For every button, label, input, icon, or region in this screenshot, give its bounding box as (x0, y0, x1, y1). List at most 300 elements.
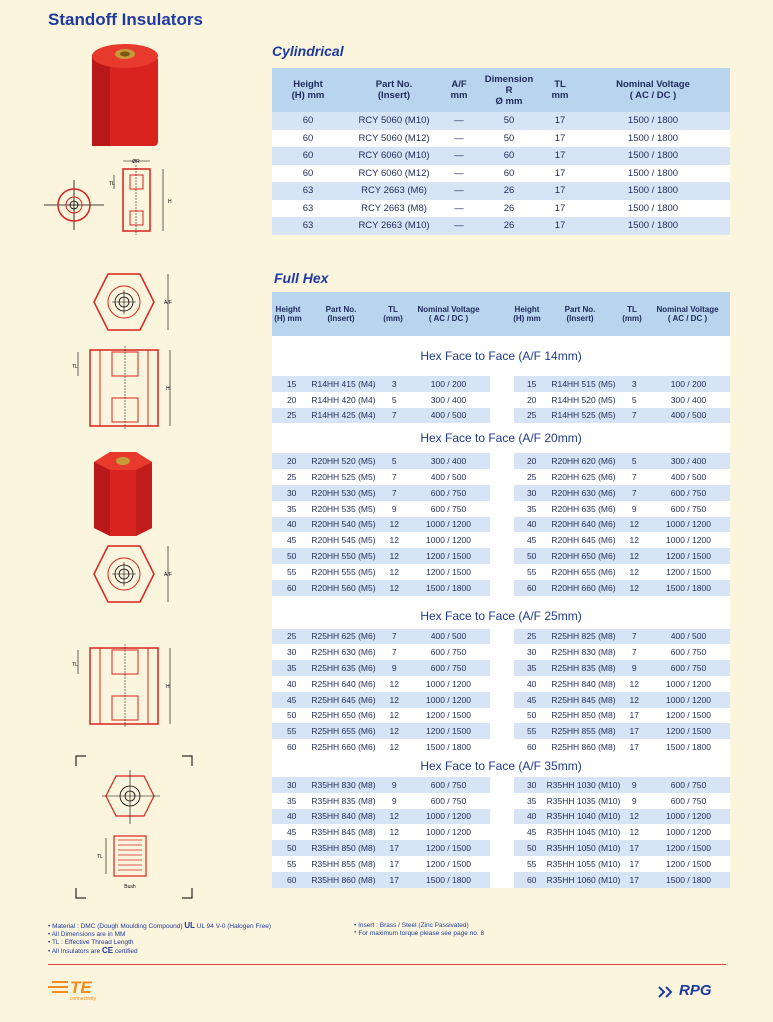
header-af: A/F mm (450, 79, 468, 101)
height-cell: 40 (526, 678, 537, 689)
height-cell: 63 (302, 185, 314, 197)
column-gap (490, 501, 514, 517)
tl-cell: 17 (629, 710, 639, 721)
header-part-no: Part No. (Insert) (325, 305, 357, 323)
part-no-cell: R25HH 645 (M6) (311, 694, 376, 705)
tl-cell: 3 (391, 378, 397, 389)
row-half (514, 548, 730, 564)
column-gap (490, 580, 514, 596)
part-no-cell: R25HH 855 (M8) (551, 726, 616, 737)
row-half (272, 453, 490, 469)
af-cell: — (454, 167, 464, 179)
voltage-cell: 1500 / 1800 (426, 742, 471, 753)
header-part-no: Part No. (Insert) (375, 79, 413, 101)
dim-tl-label: TL (72, 662, 78, 668)
column-gap (490, 793, 514, 809)
af-cell: — (454, 132, 464, 144)
voltage-cell: 1200 / 1500 (426, 710, 471, 721)
tl-cell: 7 (391, 647, 397, 658)
voltage-cell: 600 / 750 (430, 779, 467, 790)
column-gap (490, 485, 514, 501)
voltage-cell: 400 / 500 (670, 631, 707, 642)
column-gap (490, 676, 514, 692)
part-no-cell: R35HH 1050 (M10) (546, 843, 621, 854)
hex-side-view-drawing (70, 640, 180, 732)
height-cell: 30 (526, 647, 537, 658)
table-row (272, 793, 730, 809)
height-cell: 30 (286, 779, 297, 790)
part-no-cell: RCY 2663 (M6) (361, 185, 427, 197)
tl-cell: 17 (389, 858, 399, 869)
column-gap (490, 629, 514, 645)
height-cell: 50 (526, 710, 537, 721)
row-half (272, 469, 490, 485)
part-no-cell: R20HH 525 (M5) (311, 472, 376, 483)
footnotes-right (354, 922, 484, 938)
table-row (272, 485, 730, 501)
tl-cell: 7 (631, 631, 637, 642)
column-gap (490, 692, 514, 708)
tl-cell: 7 (391, 487, 397, 498)
voltage-cell: 1500 / 1800 (627, 132, 679, 144)
row-half (514, 723, 730, 739)
part-no-cell: RCY 5060 (M10) (358, 115, 430, 127)
tl-cell: 5 (391, 394, 397, 405)
tl-cell: 17 (554, 167, 566, 179)
height-cell: 45 (286, 535, 297, 546)
table-row (272, 708, 730, 724)
part-no-cell: R25HH 840 (M8) (551, 678, 616, 689)
hex-side-view-drawing (70, 342, 180, 434)
voltage-cell: 300 / 400 (430, 456, 467, 467)
part-no-cell: R35HH 1060 (M10) (546, 874, 621, 885)
ce-mark: CE (101, 946, 114, 955)
part-no-cell: R14HH 520 (M5) (551, 394, 616, 405)
table-row (272, 130, 730, 148)
part-no-cell: R20HH 625 (M6) (551, 472, 616, 483)
tl-cell: 12 (629, 582, 639, 593)
row-half (514, 793, 730, 809)
height-cell: 20 (286, 394, 297, 405)
part-no-cell: R35HH 845 (M8) (311, 827, 376, 838)
tl-cell: 9 (391, 795, 397, 806)
voltage-cell: 1500 / 1800 (627, 220, 679, 232)
height-cell: 25 (526, 410, 537, 421)
voltage-cell: 1000 / 1200 (426, 827, 471, 838)
row-half (272, 793, 490, 809)
tl-cell: 7 (631, 472, 637, 483)
part-no-cell: R20HH 550 (M5) (311, 551, 376, 562)
tl-cell: 9 (631, 663, 637, 674)
tl-cell: 3 (631, 378, 637, 389)
row-half (272, 501, 490, 517)
voltage-cell: 300 / 400 (670, 456, 707, 467)
column-gap (490, 408, 514, 424)
voltage-cell: 400 / 500 (430, 472, 467, 483)
table-header (272, 68, 730, 112)
dim-tl-label: TL (109, 181, 115, 187)
tl-cell: 12 (389, 726, 399, 737)
part-no-cell: R35HH 830 (M8) (311, 779, 376, 790)
voltage-cell: 1200 / 1500 (426, 858, 471, 869)
height-cell: 45 (526, 535, 537, 546)
voltage-cell: 400 / 500 (670, 472, 707, 483)
voltage-cell: 1500 / 1800 (666, 582, 711, 593)
tl-cell: 17 (554, 202, 566, 214)
tl-cell: 9 (391, 503, 397, 514)
voltage-cell: 1000 / 1200 (426, 535, 471, 546)
dimension-cell: 26 (503, 220, 515, 232)
part-no-cell: R20HH 545 (M5) (311, 535, 376, 546)
hex-top-view-drawing (88, 540, 178, 608)
insert-note: • Insert : Brass / Steel (Zinc Passivated) (354, 922, 469, 929)
tl-cell: 17 (554, 132, 566, 144)
dim-tl-label: TL (97, 854, 103, 860)
dimension-cell: 50 (503, 132, 515, 144)
af-cell: — (454, 220, 464, 232)
te-logo-subtext: connectivity (70, 996, 97, 1002)
part-no-cell: R25HH 635 (M6) (311, 663, 376, 674)
row-half (272, 392, 490, 408)
hex-top-view-drawing (88, 268, 178, 336)
af-cell: — (454, 185, 464, 197)
height-cell: 20 (286, 456, 297, 467)
table-row (272, 644, 730, 660)
row-half (514, 376, 730, 392)
tl-cell: 12 (629, 827, 639, 838)
part-no-cell: R25HH 845 (M8) (551, 694, 616, 705)
row-half (514, 708, 730, 724)
tl-cell: 5 (631, 456, 637, 467)
page-title: Standoff Insulators (48, 10, 203, 29)
height-cell: 25 (286, 631, 297, 642)
row-half (272, 376, 490, 392)
rpg-logo (657, 982, 727, 1002)
column-gap (490, 708, 514, 724)
table-row (272, 723, 730, 739)
row-half (272, 580, 490, 596)
row-half (272, 548, 490, 564)
row-half (514, 660, 730, 676)
height-cell: 60 (526, 874, 537, 885)
row-half (272, 644, 490, 660)
ul-note: UL 94 V-0 (Halogen Free) (196, 923, 271, 930)
cylindrical-side-view-drawing (108, 155, 183, 245)
header-voltage: Nominal Voltage ( AC / DC ) (417, 305, 480, 323)
height-cell: 35 (526, 663, 537, 674)
table-row (272, 532, 730, 548)
row-half (514, 676, 730, 692)
table-row (272, 676, 730, 692)
tl-cell: 7 (391, 410, 397, 421)
voltage-cell: 1000 / 1200 (426, 519, 471, 530)
row-half (272, 723, 490, 739)
te-logo-stripes-icon (48, 980, 70, 994)
column-gap (490, 777, 514, 793)
height-cell: 50 (286, 710, 297, 721)
voltage-cell: 1200 / 1500 (426, 566, 471, 577)
tl-cell: 12 (629, 678, 639, 689)
table-row (272, 809, 730, 825)
tl-cell: 12 (389, 694, 399, 705)
dim-h-label: H (166, 684, 170, 690)
table-row (272, 629, 730, 645)
height-cell: 63 (302, 220, 314, 232)
dimension-cell: 60 (503, 167, 515, 179)
row-half (272, 708, 490, 724)
voltage-cell: 400 / 500 (670, 410, 707, 421)
tl-cell: 7 (391, 631, 397, 642)
height-cell: 35 (526, 503, 537, 514)
table-row (272, 112, 730, 130)
header-half (272, 292, 501, 336)
voltage-cell: 1000 / 1200 (666, 519, 711, 530)
voltage-cell: 1200 / 1500 (426, 726, 471, 737)
tl-cell: 17 (554, 150, 566, 162)
height-cell: 55 (526, 726, 537, 737)
height-cell: 55 (526, 566, 537, 577)
part-no-cell: R35HH 835 (M8) (311, 795, 376, 806)
row-half (272, 660, 490, 676)
row-half (514, 840, 730, 856)
table-row (272, 856, 730, 872)
part-no-cell: R20HH 655 (M6) (551, 566, 616, 577)
table-row (272, 564, 730, 580)
voltage-cell: 600 / 750 (670, 647, 707, 658)
column-gap (490, 856, 514, 872)
voltage-cell: 600 / 750 (430, 487, 467, 498)
column-gap (490, 809, 514, 825)
tl-cell: 12 (389, 582, 399, 593)
part-no-cell: R14HH 425 (M4) (311, 410, 376, 421)
tl-cell: 17 (554, 115, 566, 127)
footnotes-left (48, 922, 271, 956)
row-half (514, 872, 730, 888)
part-no-cell: R35HH 1035 (M10) (546, 795, 621, 806)
tl-cell: 12 (629, 811, 639, 822)
part-no-cell: R25HH 630 (M6) (311, 647, 376, 658)
column-gap (490, 723, 514, 739)
height-cell: 45 (286, 694, 297, 705)
tl-cell: 7 (631, 647, 637, 658)
column-gap (490, 532, 514, 548)
row-half (514, 564, 730, 580)
column-gap (490, 660, 514, 676)
row-half (514, 532, 730, 548)
height-cell: 30 (286, 487, 297, 498)
height-cell: 40 (286, 678, 297, 689)
part-no-cell: RCY 2663 (M8) (361, 202, 427, 214)
part-no-cell: R20HH 660 (M6) (551, 582, 616, 593)
voltage-cell: 1500 / 1800 (627, 185, 679, 197)
table-row (272, 469, 730, 485)
part-no-cell: RCY 5060 (M12) (358, 132, 430, 144)
row-half (514, 824, 730, 840)
tl-cell: 12 (389, 519, 399, 530)
dim-h-label: H (166, 386, 170, 392)
cylindrical-top-view-drawing (44, 180, 104, 230)
tl-cell: 12 (629, 519, 639, 530)
tl-cell: 9 (631, 795, 637, 806)
height-cell: 20 (526, 394, 537, 405)
voltage-cell: 1000 / 1200 (666, 811, 711, 822)
part-no-cell: RCY 6060 (M12) (358, 167, 430, 179)
column-gap (490, 872, 514, 888)
dim-h-label: H (168, 199, 172, 205)
row-half (272, 777, 490, 793)
height-cell: 40 (286, 519, 297, 530)
tl-cell: 17 (554, 220, 566, 232)
dimension-cell: 26 (503, 185, 515, 197)
row-half (514, 501, 730, 517)
height-cell: 60 (286, 582, 297, 593)
column-gap (490, 548, 514, 564)
cylindrical-title: Cylindrical (272, 43, 344, 59)
tl-cell: 12 (629, 694, 639, 705)
tl-cell: 17 (389, 843, 399, 854)
fullhex-table (272, 292, 730, 888)
header-height: Height (H) mm (274, 305, 302, 323)
table-row (272, 408, 730, 424)
height-cell: 25 (286, 472, 297, 483)
dim-af-label: A/F (164, 300, 172, 306)
part-no-cell: R20HH 640 (M6) (551, 519, 616, 530)
part-no-cell: R25HH 860 (M8) (551, 742, 616, 753)
column-gap (490, 739, 514, 755)
voltage-cell: 400 / 500 (430, 631, 467, 642)
part-no-cell: R25HH 655 (M6) (311, 726, 376, 737)
voltage-cell: 1000 / 1200 (426, 678, 471, 689)
column-gap (490, 824, 514, 840)
part-no-cell: R35HH 840 (M8) (311, 811, 376, 822)
te-logo (48, 978, 108, 1004)
column-gap (490, 644, 514, 660)
group-title: Hex Face to Face (A/F 35mm) (272, 755, 730, 777)
height-cell: 60 (526, 582, 537, 593)
height-cell: 35 (526, 795, 537, 806)
height-cell: 55 (286, 726, 297, 737)
voltage-cell: 600 / 750 (670, 779, 707, 790)
hex-35-bush-drawing (72, 752, 196, 904)
height-cell: 45 (526, 827, 537, 838)
fullhex-title: Full Hex (274, 270, 329, 286)
table-row (272, 692, 730, 708)
voltage-cell: 1500 / 1800 (627, 115, 679, 127)
material-note: • Material : DMC (Dough Moulding Compound) (48, 923, 183, 930)
height-cell: 30 (526, 487, 537, 498)
tl-cell: 7 (391, 472, 397, 483)
column-gap (490, 517, 514, 533)
voltage-cell: 100 / 200 (430, 378, 467, 389)
tl-cell: 12 (389, 551, 399, 562)
table-row (272, 200, 730, 218)
height-cell: 55 (286, 858, 297, 869)
part-no-cell: R25HH 640 (M6) (311, 678, 376, 689)
table-row (272, 872, 730, 888)
height-cell: 25 (526, 472, 537, 483)
dim-tl-label: TL (72, 364, 78, 370)
tl-cell: 12 (389, 710, 399, 721)
part-no-cell: R35HH 860 (M8) (311, 874, 376, 885)
part-no-cell: R20HH 635 (M6) (551, 503, 616, 514)
height-cell: 50 (526, 551, 537, 562)
row-half (514, 777, 730, 793)
tl-cell: 17 (554, 185, 566, 197)
voltage-cell: 1000 / 1200 (426, 694, 471, 705)
part-no-cell: R35HH 1030 (M10) (546, 779, 621, 790)
part-no-cell: R14HH 420 (M4) (311, 394, 376, 405)
row-half (514, 517, 730, 533)
tl-cell: 12 (389, 742, 399, 753)
table-row (272, 392, 730, 408)
table-row (272, 840, 730, 856)
voltage-cell: 600 / 750 (430, 503, 467, 514)
voltage-cell: 1500 / 1800 (627, 150, 679, 162)
dimension-cell: 50 (503, 115, 515, 127)
tl-cell: 12 (629, 535, 639, 546)
tl-cell: 12 (389, 678, 399, 689)
torque-note: * For maximum torque please see page no. 8 (354, 930, 485, 937)
rpg-logo-text: RPG (679, 982, 712, 999)
column-gap (490, 376, 514, 392)
tl-cell: 17 (389, 874, 399, 885)
dimension-cell: 26 (503, 202, 515, 214)
voltage-cell: 1500 / 1800 (627, 167, 679, 179)
height-cell: 60 (526, 742, 537, 753)
dimension-cell: 60 (503, 150, 515, 162)
row-half (272, 856, 490, 872)
table-row (272, 580, 730, 596)
column-gap (490, 564, 514, 580)
height-cell: 55 (526, 858, 537, 869)
voltage-cell: 1200 / 1500 (426, 551, 471, 562)
row-half (514, 580, 730, 596)
part-no-cell: R20HH 620 (M6) (551, 456, 616, 467)
part-no-cell: R20HH 540 (M5) (311, 519, 376, 530)
tl-cell: 12 (389, 566, 399, 577)
voltage-cell: 1200 / 1500 (666, 843, 711, 854)
height-cell: 45 (286, 827, 297, 838)
table-row (272, 182, 730, 200)
table-row (272, 517, 730, 533)
header-dimension: Dimension R Ø mm (484, 73, 534, 107)
table-row (272, 824, 730, 840)
column-gap (490, 453, 514, 469)
height-cell: 40 (526, 811, 537, 822)
certified-note: • All Insulators are (48, 948, 101, 955)
height-cell: 35 (286, 503, 297, 514)
part-no-cell: R25HH 650 (M6) (311, 710, 376, 721)
voltage-cell: 400 / 500 (430, 410, 467, 421)
voltage-cell: 1000 / 1200 (666, 827, 711, 838)
row-half (272, 840, 490, 856)
part-no-cell: R25HH 825 (M8) (551, 631, 616, 642)
height-cell: 35 (286, 663, 297, 674)
table-row (272, 777, 730, 793)
height-cell: 60 (302, 132, 314, 144)
row-half (272, 564, 490, 580)
row-half (514, 739, 730, 755)
height-cell: 25 (526, 631, 537, 642)
group-title: Hex Face to Face (A/F 20mm) (272, 423, 730, 453)
voltage-cell: 600 / 750 (670, 795, 707, 806)
tl-note: • TL : Effective Thread Length (48, 939, 134, 946)
voltage-cell: 1500 / 1800 (666, 874, 711, 885)
height-cell: 15 (286, 378, 297, 389)
row-half (514, 629, 730, 645)
tl-cell: 5 (391, 456, 397, 467)
voltage-cell: 1200 / 1500 (426, 843, 471, 854)
